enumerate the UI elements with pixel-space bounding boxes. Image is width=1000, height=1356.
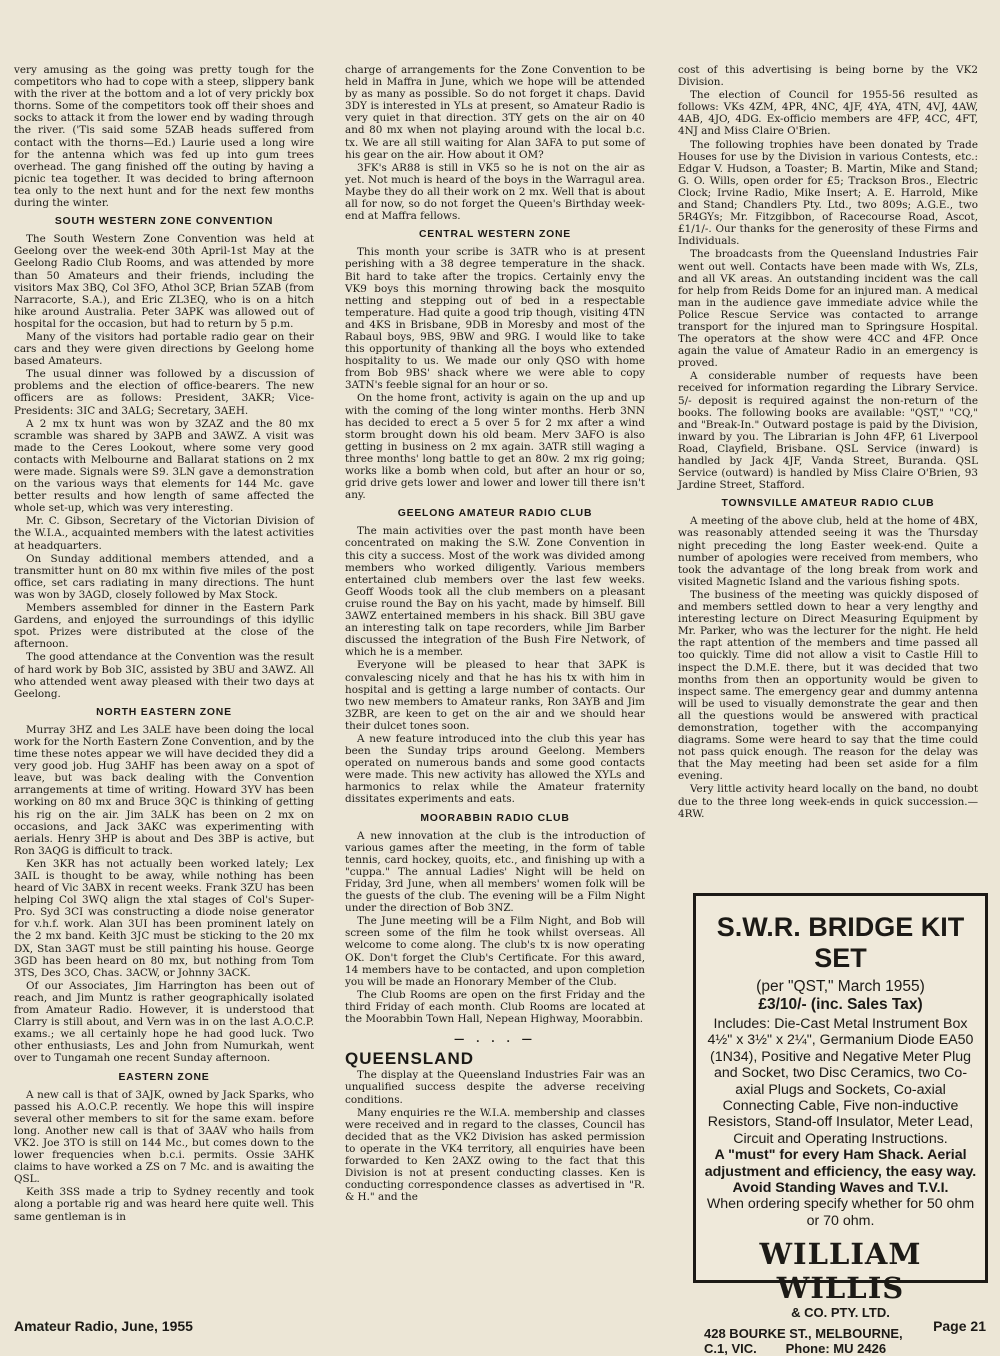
ad-price: £3/10/- (inc. Sales Tax) xyxy=(758,996,923,1013)
ad-address-line-2: C.1, VIC. Phone: MU 2426 xyxy=(704,1341,887,1356)
region-heading: QUEENSLAND xyxy=(345,1049,475,1069)
section-heading: CENTRAL WESTERN ZONE xyxy=(418,229,572,241)
paragraph: very amusing as the going was pretty tough for the competitors who had to cope with a steep, slippery bank with the river at the bottom and a lot of very prickly box thorns. Some of the competitors took off their shoes and socks to attack it from the lower end by wading through the river. ('Tis said some 5ZAB heads suffered from contact with the thorns—Ed.) Laurie used a long wire for the antenna which was fed up into gum trees overhead. The gang finished off the outing by having a picnic tea together. It was decided to bring afternoon tea only to the next hunt and for the next few months during the winter. xyxy=(14,64,314,210)
ad-address-line-1: 428 BOURKE ST., MELBOURNE, xyxy=(704,1326,903,1342)
paragraph: The main activities over the past month have been concentrated on making the S.W. Zone Convention in this city a success. Most of the work was divided among members who worked diligently. Various members entertained club members over the last few weeks. Geoff Woods took all the club members on a pleasant cruise round the Bay on his yacht, made by himself. Bill 3AWZ entertained members in his shack. Bill 3BU gave an interesting talk on tape recorders, while Jim Barber discussed the integration of the Bush Fire Network, of which he is a member. xyxy=(345,525,645,659)
column-2 xyxy=(345,64,645,1204)
ad-description: Includes: Die-Cast Metal Instrument Box 4½" x 3½" x 2¼", Germanium Diode EA50 (1N34), Positive and Negative Meter Plug and Socket, two Disc Ceramics, two Co-axial Plugs and Sockets, Co-axial Connecting Cable, Five non-inductive Resistors, Stand-off Insulator, Meter Lead, Circuit and Operating Instructions. xyxy=(707,1016,974,1147)
paragraph: Very little activity heard locally on the band, no doubt due to the three long week-ends in quick succession.—4RW. xyxy=(678,783,978,820)
paragraph: The usual dinner was followed by a discussion of problems and the election of office-bearers. The new officers are as follows: President, 3AKR; Vice-Presidents: 3IC and 3ALG; Secretary, 3AEH. xyxy=(14,368,314,417)
section-heading: SOUTH WESTERN ZONE CONVENTION xyxy=(54,216,274,228)
paragraph: The broadcasts from the Queensland Industries Fair went out well. Contacts have been made with Ws, ZLs, and all VK areas. An outstanding incident was the call for help from Reids Dome for an injured man. A medical man in the audience gave immediate advice while the Police Rescue Service was contacted to arrange transport for the injured man to Springsure Hospital. The operators at the show were 4CC and 4FP. Once again the value of Amateur Radio in an emergency is proved. xyxy=(678,248,978,370)
paragraph: Many of the visitors had portable radio gear on their cars and they were given directions by Geelong home based Amateurs. xyxy=(14,330,314,368)
paragraph: This month your scribe is 3ATR who is at present perishing with a 38 degree temperature in the shack. Bit hard to take after the tropics. Certainly envy the VK9 boys this morning throwing back the mosquito netting and stepping out of bed in a respectable temperature. Had quite a good trip though, visiting 4TN and 4KS in Brisbane, 9DB in Moresby and most of the Rabaul boys, 9BS, 9BW and 9RG. I would like to take this opportunity of thanking all the boys who extended hospitality to us. We made our only QSO with home from Bob 9BS' shack where we were able to copy 3ATN's feeble signal for an hour or so. xyxy=(345,246,645,392)
column-1 xyxy=(14,64,314,1224)
footer-publication: Amateur Radio, June, 1955 xyxy=(14,1318,193,1334)
paragraph: A meeting of the above club, held at the home of 4BX, was reasonably attended seeing it was the Thursday night preceding the long Easter week-end. Quite a number of apologies were received from members, who took the advantage of the long break from work and visited Magnetic Island and the various fishing spots. xyxy=(678,515,978,588)
footer-page-number: Page 21 xyxy=(933,1318,986,1334)
column-3 xyxy=(678,64,978,821)
section-heading: NORTH EASTERN ZONE xyxy=(96,706,232,718)
paragraph: Everyone will be pleased to hear that 3APK is convalescing nicely and that he has his tx with him in hospital and is getting a large number of contacts. Our two new members to Amateur ranks, Ron 3AYB and Jim 3ZBR, are keen to get on the air and we should hear their dulcet tones soon. xyxy=(345,659,645,732)
paragraph: The display at the Queensland Industries Fair was an unqualified success despite the adverse receiving conditions. xyxy=(345,1069,645,1106)
paragraph: The June meeting will be a Film Night, and Bob will screen some of the film he took whilst overseas. All welcome to come along. The club's tx is now operating OK. Don't forget the Club's Certificate. For this award, 14 members have to be contacted, and upon completion you will be made an Honorary Member of the Club. xyxy=(345,915,645,988)
section-separator: — . . . — xyxy=(453,1033,537,1046)
paragraph: The good attendance at the Convention was the result of hard work by Bob 3IC, assisted by 3BU and 3AWZ. All who attended went away pleased with their two days at Geelong. xyxy=(14,651,314,700)
paragraph: cost of this advertising is being borne by the VK2 Division. xyxy=(678,64,978,89)
paragraph: Many enquiries re the W.I.A. membership and classes were received and in regard to the classes, Council has decided that as the VK2 Division has asked permission to operate in the VK4 territory, all enquiries have been forwarded to Ken 2AXZ owing to the fact that this Division is not at present conducting classes. Ken is conducting correspondence classes as advertised in "R. & H." and the xyxy=(345,1106,645,1204)
section-heading: TOWNSVILLE AMATEUR RADIO CLUB xyxy=(721,498,935,510)
paragraph: The Club Rooms are open on the first Friday and the third Friday of each month. Club Rooms are located at the Moorabbin Town Hall, Nepean Highway, Moorabbin. xyxy=(345,988,645,1026)
paragraph: A new innovation at the club is the introduction of various games after the meeting, in the form of table tennis, card hockey, quoits, etc., and finishing up with a "cuppa." The annual Ladies' Night will be held on Friday, 3rd June, when all members' women folk will be the guests of the club. The evening will be a Film Night under the direction of Bob 3NZ. xyxy=(345,829,645,915)
ad-company-name: WILLIAM WILLIS xyxy=(759,1237,922,1306)
paragraph: Ken 3KR has not actually been worked lately; Lex 3AIL is thought to be away, while nothing has been heard of Vic 3ABX in recent weeks. Frank 3ZU has been helping Col 3WQ align the xtal stages of Col's Super-Pro. Syd 3CI was constructing a diode noise generator for v.h.f. work. Alan 3UI has been prominent lately on the 2 mx band. Keith 3JC must be sticking to the 20 mx DX, Stan 3AGT must be still painting his house. George 3GD has been heard on 80 mx, but nothing from Tom 3TS, Des 3CO, Chas. 3ACW, or Johnny 3ACK. xyxy=(14,857,314,979)
paragraph: A new feature introduced into the club this year has been the Sunday trips around Geelong. Members operated on numerous bands and some good contacts were made. This new activity has allowed the XYLs and harmonics to relax while the Amateur fraternity dissitates experiments and eats. xyxy=(345,732,645,806)
paragraph: On the home front, activity is again on the up and up with the coming of the long winter months. Herb 3NN has decided to erect a 5 over 5 for 2 mx after a wind storm brought down his old beam. Merv 3AFO is also getting in business on 2 mx again. 3ATR still waging a three months' long battle to get an 80w. 2 mx rig going; works like a bomb when cold, but after an hour or so, grid drive gets lower and lower and lower till there isn't any. xyxy=(345,392,645,502)
paragraph: A considerable number of requests have been received for information regarding the Library Service. 5/- deposit is required against the non-return of the books. The following books are available: "QST," "CQ," and "Break-In." Outward postage is paid by the Division, inward by you. The Librarian is John 4FP, 61 Liverpool Road, Clayfield, Brisbane. QSL Service (inward) is handled by Jack 4JF, Vanda Street, Buranda. QSL Service (outward) is handled by Miss Claire O'Brien, 93 Jardine Street, Stafford. xyxy=(678,370,978,492)
paragraph: Of our Associates, Jim Harrington has been out of reach, and Jim Muntz is rather geographically isolated from Amateur Radio. However, it is understood that Clarry is still about, and Vern was in on the last A.O.C.P. exams.; we all certainly hope he had good luck. Two other enthusiasts, Les and John from Numurkah, went over to Tungamah one recent Sunday afternoon. xyxy=(14,979,314,1065)
section-heading: MOORABBIN RADIO CLUB xyxy=(420,812,570,824)
ad-ordering-note: When ordering specify whether for 50 ohm or 70 ohm. xyxy=(706,1196,975,1229)
ad-subtitle: (per "QST," March 1955) xyxy=(756,978,925,995)
paragraph: A 2 mx tx hunt was won by 3ZAZ and the 80 mx scramble was shared by 3APB and 3AWZ. A visit was made to the Ceres Lookout, where some very good contacts with Melbourne and Ballarat stations on 2 mx were made. Signals were S9. 3LN gave a demonstration on the various ways that elements for 144 Mc. gave better results and how length of same affected the whole set-up, which was very interesting. xyxy=(14,417,314,515)
ad-title: S.W.R. BRIDGE KIT SET xyxy=(716,912,965,973)
paragraph: The election of Council for 1955-56 resulted as follows: VKs 4ZM, 4PR, 4NC, 4JF, 4YA, 4TN, 4VJ, 4AW, 4AB, 4JO, 4DG. Ex-officio members are 4FP, 4CC, 4FT, 4NJ and Miss Claire O'Brien. xyxy=(678,89,978,138)
paragraph: Keith 3SS made a trip to Sydney recently and took along a portable rig and was heard here quite well. This same gentleman is in xyxy=(14,1186,314,1223)
paragraph: Murray 3HZ and Les 3ALE have been doing the local work for the North Eastern Zone Convention, and by the time these notes appear we will have decided they did a very good job. Hug 3AHF has been away on a spot of leave, but was back dealing with the Convention arrangements at time of writing. Howard 3YV has been working on 80 mx and Bruce 3QC is thinking of getting his rig on the air. Jim 3ALK has been on 2 mx on occasions, and Jack 3AKC was experimenting with aerials. Henry 3HP is about and Des 3BP is active, but Ron 3AQG is difficult to track. xyxy=(14,723,314,857)
paragraph: The business of the meeting was quickly disposed of and members settled down to hear a very lengthy and interesting lecture on Direct Measuring Equipment by Mr. Parker, who was the lecturer for the night. He held the rapt attention of the members and time passed all too quickly. Time did not allow a visit to Castle Hill to inspect the D.M.E. there, but it was decided that two months from then an opportunity would be given to inspect same. The emergency gear and dummy antenna will be used to visually demonstrate the gear and then all the questions would be answered with practical demonstration, together with the accompanying diagrams. Some were heard to say that the time could not pass quick enough. The reason for the delay was that the May meeting had been set aside for a film evening. xyxy=(678,588,978,783)
paragraph: Members assembled for dinner in the Eastern Park Gardens, and enjoyed the surroundings of this idyllic spot. Prizes were distributed at the close of the afternoon. xyxy=(14,602,314,651)
ad-company-suffix: & CO. PTY. LTD. xyxy=(791,1305,890,1321)
paragraph: The following trophies have been donated by Trade Houses for use by the Division in various Contests, etc.: Edgar V. Hudson, a Toaster; B. Martin, Mike and Stand; G. O. Wills, open order for £5; Trackson Bros., Electric Clock; Irvine Radio, Mike Insert; A. E. Harrold, Mike and Stand; Chandlers Pty. Ltd., two 809s; A.G.E., two 5R4GYs; Mr. Fitzgibbon, of Racecourse Road, Ascot, £1/1/-. Our thanks for the generosity of these Firms and Individuals. xyxy=(678,138,978,248)
paragraph: charge of arrangements for the Zone Convention to be held in Maffra in June, which we hope will be attended by as many as possible. So do not forget it chaps. David 3DY is interested in YLs at present, so Amateur Radio is very quiet in that direction. 3TY gets on the air on 40 and 80 mx when not playing around with the local b.c. tx. We are all still waiting for Alan 3AFA to put some of his gear on the air. How about it OM? xyxy=(345,64,645,161)
paragraph: 3FK's AR88 is still in VK5 so he is not on the air as yet. Not much is heard of the boys in the Warragul area. Maybe they do all their work on 2 mx. Well that is about all for now, so do not forget the Queen's Birthday week-end at Maffra fellows. xyxy=(345,161,645,223)
section-heading: EASTERN ZONE xyxy=(118,1071,210,1083)
paragraph: A new call is that of 3AJK, owned by Jack Sparks, who passed his A.O.C.P. recently. We hope this will inspire several other members to sit for the same exam. before long. Another new call is that of 3AAV who hails from VK2. Joe 3TO is still on 144 Mc., but comes down to the lower frequencies when b.c.i. permits. Ossie 3AHK claims to have worked a ZS on 7 Mc. and is awaiting the QSL. xyxy=(14,1088,314,1186)
section-heading: GEELONG AMATEUR RADIO CLUB xyxy=(397,508,593,520)
ad-slogan: A "must" for every Ham Shack. Aerial adjustment and efficiency, the easy way. Avoid Standing Waves and T.V.I. xyxy=(704,1147,977,1197)
paragraph: On Sunday additional members attended, and a transmitter hunt on 80 mx within five miles of the post office, set cars radiating in many directions. The hunt was won by 3AGD, closely followed by Max Stock. xyxy=(14,552,314,601)
paragraph: The South Western Zone Convention was held at Geelong over the week-end 30th April-1st May at the Geelong Radio Club Rooms, and was attended by more than 50 Amateurs and their friends, including the visitors Max 3BQ, Col 3FO, Athol 3CP, Brian 5ZAB (from Narracorte, S.A.), and Eric ZL3EQ, who is on a hitch hike around Australia. Peter 3APK was allowed out of hospital for the occasion, but had to return by 5 p.m. xyxy=(14,233,314,330)
paragraph: Mr. C. Gibson, Secretary of the Victorian Division of the W.I.A., acquainted members with the latest activities at headquarters. xyxy=(14,515,314,552)
